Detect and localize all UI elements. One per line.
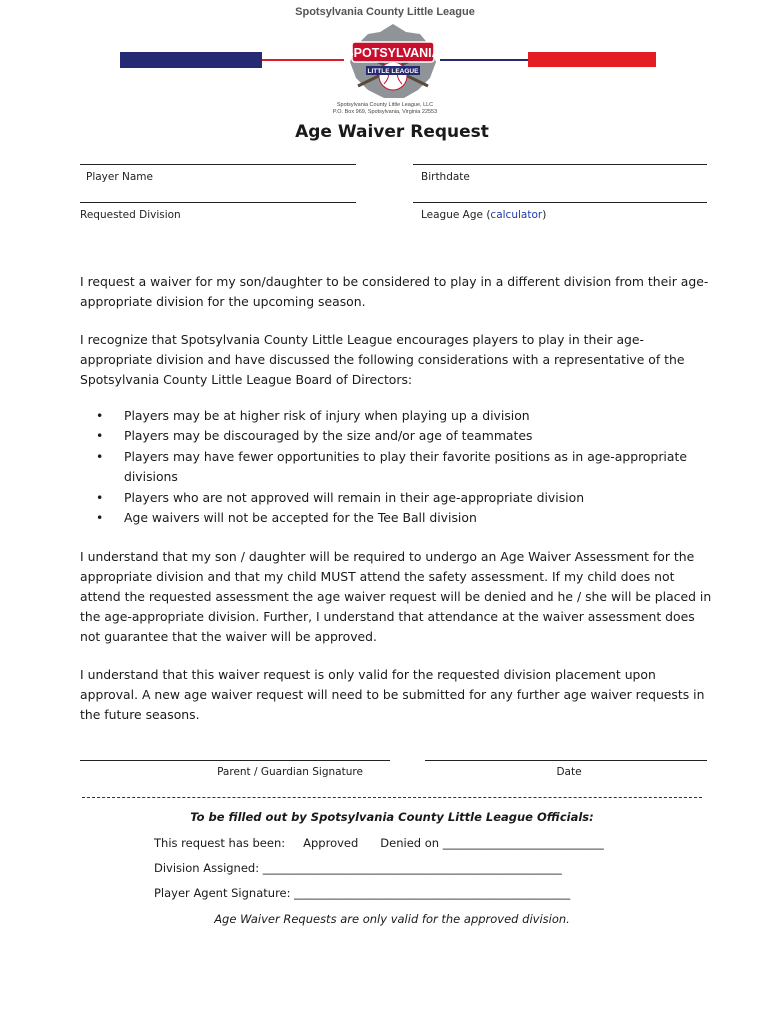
request-status-row bbox=[154, 836, 604, 850]
organization-name: Spotsylvania County Little League bbox=[295, 6, 475, 18]
separator-line bbox=[82, 797, 702, 798]
denied-option[interactable]: Denied on ____________________________ bbox=[380, 836, 604, 850]
officials-heading: To be filled out by Spotsylvania County Little League Officials: bbox=[190, 810, 594, 824]
considerations-list bbox=[96, 406, 696, 528]
paragraph-assessment: I understand that my son / daughter will be required to undergo an Age Waiver Assessment for the appropriate division and that my child MUST attend the safety assessment. If my child does not attend the requested assessment the age waiver request will be denied and he / she will be placed in the age-appropriate division. Further, I understand that attendance at the waiver assessment does not guarantee that the waiver will be approved. bbox=[80, 549, 712, 644]
parent-signature-line[interactable] bbox=[80, 760, 390, 761]
list-item: • Age waivers will not be accepted for the Tee Ball division bbox=[96, 510, 477, 526]
league-age-label: League Age (calculator) bbox=[421, 209, 547, 221]
league-age-line[interactable] bbox=[413, 202, 707, 203]
page-title: Age Waiver Request bbox=[295, 122, 489, 142]
paragraph-recognize: I recognize that Spotsylvania County Little League encourages players to play in their age-appropriate division and have discussed the following considerations with a representative of the Spotsylvania County Little League Board of Directors: bbox=[80, 332, 685, 387]
birthdate-label: Birthdate bbox=[421, 171, 470, 183]
league-logo bbox=[344, 22, 442, 102]
request-status-label: This request has been: bbox=[154, 836, 286, 850]
paragraph-validity: I understand that this waiver request is only valid for the requested division placement upon approval. A new age waiver request will need to be submitted for any further age waiver requests in the future seasons. bbox=[80, 667, 705, 722]
requested-division-line[interactable] bbox=[80, 202, 356, 203]
validity-note: Age Waiver Requests are only valid for the approved division. bbox=[214, 912, 570, 926]
division-assigned-field[interactable]: Division Assigned: ____________________________________________________ bbox=[154, 861, 562, 875]
logo-main-text: SPOTSYLVANIA bbox=[345, 46, 441, 60]
list-item: • Players may be discouraged by the size and/or age of teammates bbox=[96, 428, 533, 444]
header-red-bar bbox=[528, 52, 656, 67]
player-name-label: Player Name bbox=[86, 171, 153, 183]
header-navy-line bbox=[440, 59, 528, 61]
player-agent-signature-field[interactable]: Player Agent Signature: ________________________________________________ bbox=[154, 886, 571, 900]
requested-division-label: Requested Division bbox=[80, 209, 181, 221]
list-item: • Players who are not approved will remain in their age-appropriate division bbox=[96, 489, 585, 505]
list-item: • Players may be at higher risk of injury when playing up a division bbox=[96, 408, 530, 423]
calculator-link[interactable]: calculator bbox=[490, 209, 543, 221]
paragraph-request: I request a waiver for my son/daughter to be considered to play in a different division from their age-appropriate division for the upcoming season. bbox=[80, 274, 709, 309]
header-red-line bbox=[262, 59, 344, 61]
list-item: • Players may have fewer opportunities to play their favorite positions as in age-appropriate divisions bbox=[96, 448, 687, 485]
address-line-2: P.O. Box 969, Spotsylvania, Virginia 22553 bbox=[332, 109, 438, 115]
parent-signature-label: Parent / Guardian Signature bbox=[217, 766, 363, 778]
date-label: Date bbox=[556, 766, 582, 778]
approved-option[interactable]: Approved bbox=[303, 836, 359, 850]
address-line-1: Spotsylvania County Little League, LLC bbox=[336, 102, 434, 108]
header-navy-bar bbox=[120, 52, 262, 68]
date-line[interactable] bbox=[425, 760, 707, 761]
player-name-line[interactable] bbox=[80, 164, 356, 165]
birthdate-line[interactable] bbox=[413, 164, 707, 165]
logo-sub-text: LITTLE LEAGUE bbox=[367, 68, 419, 75]
